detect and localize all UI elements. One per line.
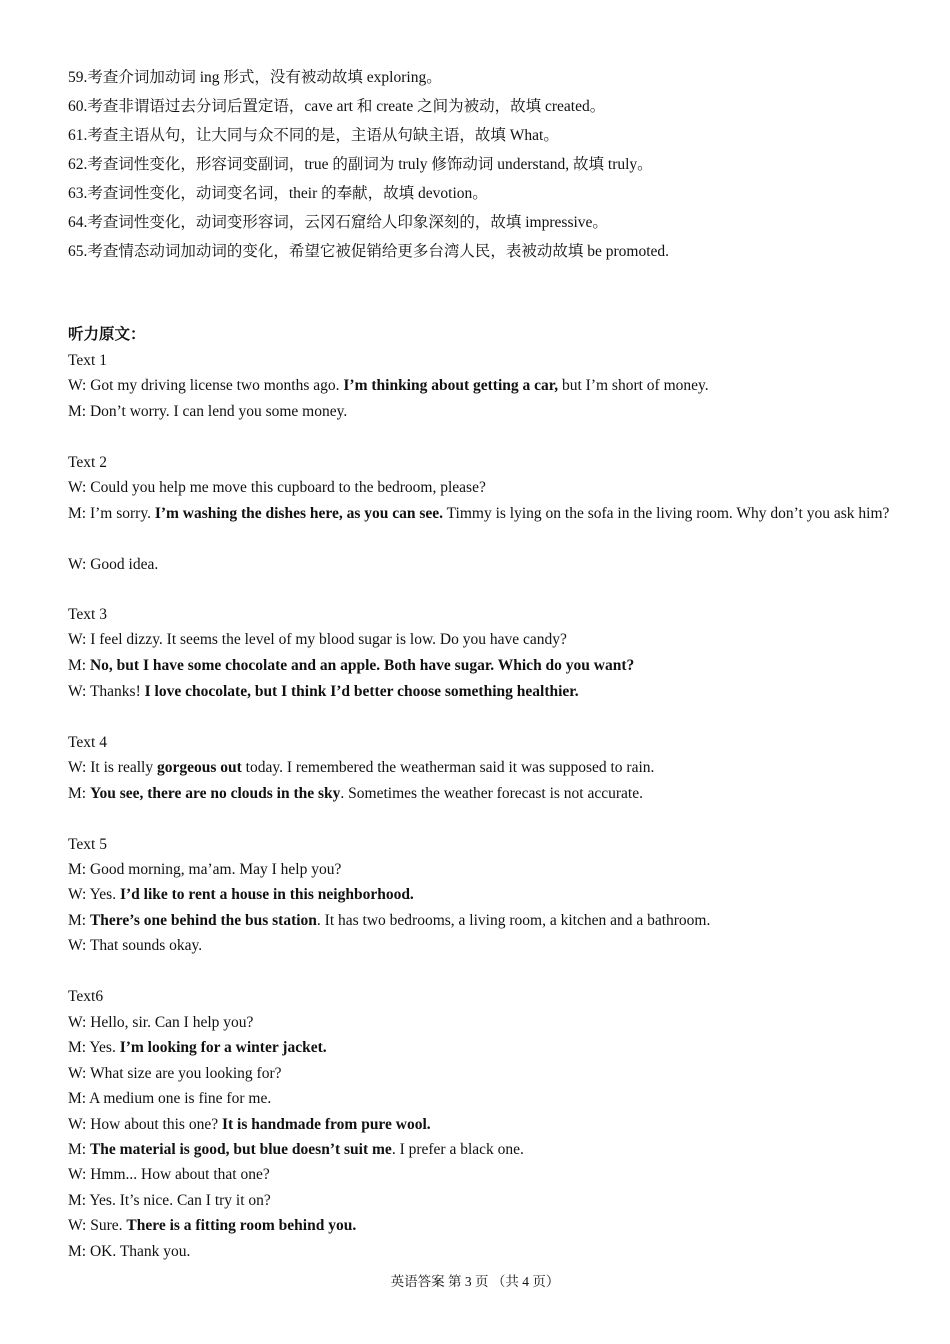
dialogue-line: [68, 656, 634, 676]
dialogue-line: [68, 1115, 431, 1135]
transcript-title: Text 5: [68, 836, 107, 853]
transcript-title: Text6: [68, 988, 104, 1005]
dialogue-text: M: Yes.: [68, 1039, 120, 1056]
dialogue-text: W: Got my driving license two months ago.: [68, 377, 344, 394]
key-sentence: There is a fitting room behind you.: [126, 1217, 357, 1234]
key-sentence: You see, there are no clouds in the sky: [89, 785, 341, 802]
dialogue-text: . I prefer a black one.: [391, 1141, 524, 1158]
dialogue-text: M:: [68, 657, 90, 674]
dialogue-text: M:: [68, 912, 90, 929]
transcript-title: Text 1: [68, 352, 107, 369]
dialogue-text: W: It is really: [68, 759, 157, 776]
answer-line: 64.考查词性变化，动词变形容词，云冈石窟给人印象深刻的，故填 impressive。: [68, 214, 608, 231]
dialogue-line: [68, 504, 892, 524]
key-sentence: I’d like to rent a house in this neighborhood.: [119, 886, 414, 903]
page-footer: 英语答案 第 3 页 （共 4 页）: [390, 1274, 560, 1289]
dialogue-text: W: I feel dizzy. It seems the level of my blood sugar is low. Do you have candy?: [68, 631, 567, 648]
dialogue-text: today. I remembered the weatherman said it was supposed to rain.: [241, 759, 655, 776]
dialogue-line: [68, 885, 414, 905]
key-sentence: I’m thinking about getting a car,: [343, 377, 559, 394]
key-sentence: I’m washing the dishes here, as you can see.: [154, 505, 444, 522]
dialogue-text: M: I’m sorry.: [68, 505, 155, 522]
dialogue-line: [68, 1013, 253, 1033]
transcript-title: Text 2: [68, 454, 107, 471]
dialogue-text: W: How about this one?: [68, 1116, 222, 1133]
dialogue-text: W: Good idea.: [68, 556, 159, 573]
dialogue-text: Timmy is lying on the sofa in the living room. Why don’t you ask him?: [443, 505, 890, 522]
dialogue-text: M:: [68, 785, 90, 802]
dialogue-line: [68, 784, 643, 804]
dialogue-line: [68, 1191, 271, 1211]
key-sentence: The material is good, but blue doesn’t suit me: [89, 1141, 392, 1158]
dialogue-line: [68, 1242, 190, 1262]
dialogue-line: [68, 682, 579, 702]
dialogue-line: [68, 1089, 271, 1109]
key-sentence: I love chocolate, but I think I’d better choose something healthier.: [144, 683, 579, 700]
dialogue-text: W: That sounds okay.: [68, 937, 203, 954]
dialogue-line: [68, 1140, 524, 1160]
dialogue-text: W: What size are you looking for?: [68, 1065, 282, 1082]
dialogue-text: but I’m short of money.: [558, 377, 709, 394]
dialogue-text: W: Thanks!: [68, 683, 145, 700]
dialogue-text: M: Yes. It’s nice. Can I try it on?: [68, 1192, 271, 1209]
answer-line: 65.考查情态动词加动词的变化，希望它被促销给更多台湾人民，表被动故填 be promoted.: [68, 243, 670, 260]
dialogue-line: [68, 555, 158, 575]
key-sentence: gorgeous out: [156, 759, 242, 776]
dialogue-text: M: OK. Thank you.: [68, 1243, 191, 1260]
key-sentence: It is handmade from pure wool.: [221, 1116, 431, 1133]
dialogue-line: [68, 936, 202, 956]
key-sentence: I’m looking for a winter jacket.: [119, 1039, 327, 1056]
dialogue-text: W: Yes.: [68, 886, 120, 903]
answer-line: 63.考查词性变化，动词变名词，their 的奉献，故填 devotion。: [68, 185, 488, 202]
dialogue-text: M:: [68, 1141, 90, 1158]
transcript-title: Text 4: [68, 734, 107, 751]
dialogue-line: [68, 630, 567, 650]
dialogue-line: [68, 402, 347, 422]
answer-line: 59.考查介词加动词 ing 形式，没有被动故填 exploring。: [68, 69, 442, 86]
dialogue-line: [68, 1165, 270, 1185]
answer-line: 60.考查非谓语过去分词后置定语，cave art 和 create 之间为被动，故填 created。: [68, 98, 606, 115]
dialogue-text: . Sometimes the weather forecast is not accurate.: [340, 785, 643, 802]
key-sentence: There’s one behind the bus station: [89, 912, 317, 929]
dialogue-line: [68, 478, 486, 498]
dialogue-line: [68, 1038, 327, 1058]
transcript-title: Text 3: [68, 606, 107, 623]
dialogue-line: [68, 758, 654, 778]
key-sentence: No, but I have some chocolate and an apple. Both have sugar. Which do you want?: [89, 657, 635, 674]
answer-line: 62.考查词性变化，形容词变副词，true 的副词为 truly 修饰动词 understand, 故填 truly。: [68, 156, 653, 173]
dialogue-text: . It has two bedrooms, a living room, a kitchen and a bathroom.: [316, 912, 711, 929]
dialogue-line: [68, 376, 709, 396]
dialogue-line: [68, 1064, 281, 1084]
answer-line: 61.考查主语从句，让大同与众不同的是，主语从句缺主语，故填 What。: [68, 127, 559, 144]
dialogue-line: [68, 1216, 356, 1236]
dialogue-line: [68, 911, 710, 931]
dialogue-line: [68, 860, 341, 880]
dialogue-text: W: Sure.: [68, 1217, 127, 1234]
dialogue-text: M: Good morning, ma’am. May I help you?: [68, 861, 342, 878]
dialogue-text: W: Hello, sir. Can I help you?: [68, 1014, 254, 1031]
listening-heading: 听力原文：: [68, 326, 146, 343]
dialogue-text: M: Don’t worry. I can lend you some money.: [68, 403, 348, 420]
dialogue-text: W: Could you help me move this cupboard to the bedroom, please?: [68, 479, 486, 496]
dialogue-text: M: A medium one is fine for me.: [68, 1090, 272, 1107]
dialogue-text: W: Hmm... How about that one?: [68, 1166, 270, 1183]
